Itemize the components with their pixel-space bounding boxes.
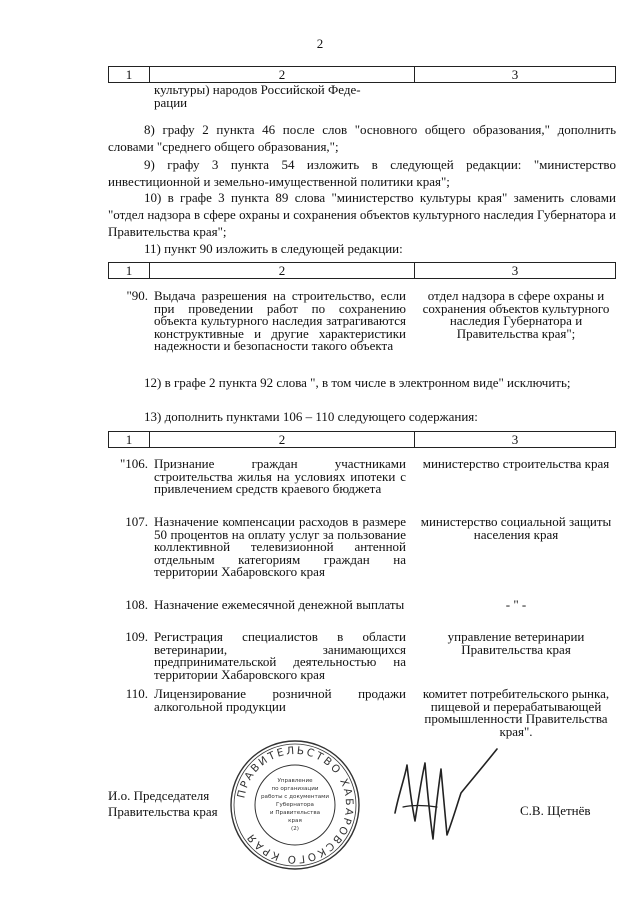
- col-3-header: 3: [511, 262, 519, 278]
- col-2-header: 2: [150, 263, 415, 278]
- stamp-center-line: Губернатора: [276, 802, 314, 808]
- row-responsible: управление ветеринарии Правительства края: [447, 629, 585, 657]
- col-3-header: 3: [511, 66, 519, 82]
- row-description: Лицензирование розничной продажи алкогольной продукции: [154, 686, 406, 714]
- row-responsible: министерство строительства края: [422, 456, 610, 471]
- stamp-center-line: по организации: [271, 786, 319, 792]
- table-header: [108, 66, 616, 83]
- page-number: 2: [316, 36, 324, 51]
- continuation-line: рации: [154, 94, 188, 110]
- row-responsible: - " -: [505, 597, 527, 612]
- signatory-name: С.В. Щетнёв: [520, 803, 591, 818]
- row-responsible: министерство социальной защиты населения края: [420, 514, 612, 542]
- row-number: 109.: [125, 629, 148, 644]
- col-1-header: 1: [109, 67, 150, 82]
- paragraph-13: 13) дополнить пунктами 106 – 110 следующего содержания:: [144, 409, 478, 424]
- position-line: Правительства края: [108, 804, 218, 819]
- row-number: 110.: [125, 686, 148, 701]
- continuation-line: культуры) народов Российской Феде-: [154, 82, 361, 97]
- stamp-center-line: работы с документами: [261, 794, 329, 800]
- paragraph-8: 8) графу 2 пункта 46 после слов "основного общего образования," дополнить словами "среднего общего образования,";: [108, 122, 616, 154]
- col-3-header: 3: [511, 431, 519, 447]
- row-responsible: отдел надзора в сфере охраны и сохранения объектов культурного наследия Губернатора и Правительства края";: [422, 288, 610, 341]
- col-2-header: 2: [150, 67, 415, 82]
- col-1-header: 1: [109, 263, 150, 278]
- handwritten-signature: [385, 735, 505, 860]
- stamp-center-line: (2): [291, 826, 299, 832]
- signatory-position: [108, 788, 218, 820]
- stamp-center-line: края: [288, 818, 302, 824]
- stamp-ring-text: ПРАВИТЕЛЬСТВО ХАБАРОВСКОГО КРАЯ: [235, 744, 356, 866]
- row-description: Признание граждан участниками строительства жилья на условиях ипотеки с привлечением средств краевого бюджета: [154, 456, 406, 496]
- row-description: Назначение компенсации расходов в размере 50 процентов на оплату услуг за пользование коллективной телевизионной антенной отдельным категориям граждан на территории Хабаровского края: [154, 514, 406, 579]
- row-number: 107.: [125, 514, 148, 529]
- row-number: "90.: [126, 288, 148, 303]
- row-description: Назначение ежемесячной денежной выплаты: [154, 597, 405, 612]
- row-responsible: комитет потребительского рынка, пищевой и перерабатывающей промышленности Правительства края".: [422, 686, 610, 739]
- col-2-header: 2: [150, 432, 415, 447]
- row-description: Выдача разрешения на строительство, если при проведении работ по сохранению объекта культурного наследия затрагиваются конструктивные и другие характеристики надежности и безопасности такого объекта: [154, 288, 406, 353]
- table-header: [108, 262, 616, 279]
- row-number: "106.: [119, 456, 148, 471]
- paragraph-10: 10) в графе 3 пункта 89 слова "министерство культуры края" заменить словами "отдел надзора в сфере охраны и сохранения объектов культурного наследия Губернатора и Правительства края";: [108, 190, 616, 239]
- paragraph-12: 12) в графе 2 пункта 92 слова ", в том числе в электронном виде" исключить;: [144, 375, 571, 390]
- row-description: Регистрация специалистов в области ветеринарии, занимающихся предпринимательской деятельностью на территории Хабаровского края: [154, 629, 406, 682]
- stamp-center-line: Управление: [277, 778, 313, 784]
- row-number: 108.: [125, 597, 148, 612]
- position-line: И.о. Председателя: [108, 788, 210, 803]
- paragraph-11: 11) пункт 90 изложить в следующей редакции:: [144, 241, 403, 256]
- stamp-center-line: и Правительства: [269, 810, 321, 816]
- paragraph-9: 9) графу 3 пункта 54 изложить в следующей редакции: "министерство инвестиционной и земельно-имущественной политики края";: [108, 157, 616, 189]
- table-header: [108, 431, 616, 448]
- official-stamp: [228, 738, 362, 872]
- col-1-header: 1: [109, 432, 150, 447]
